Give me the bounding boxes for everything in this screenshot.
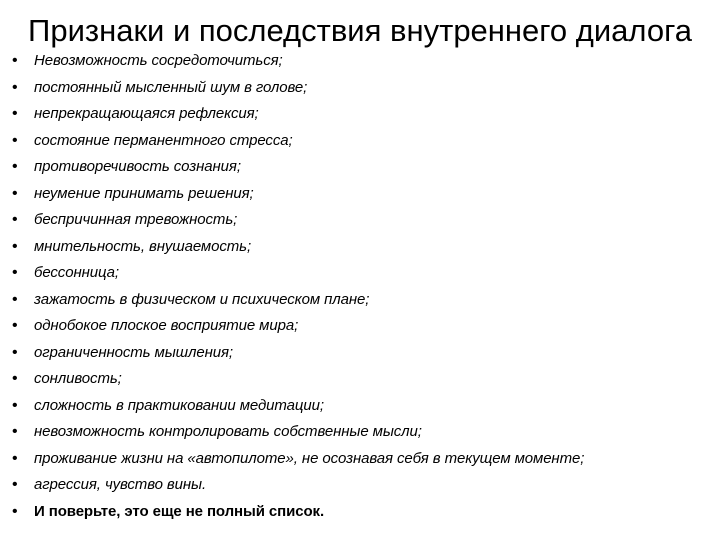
closing-line: И поверьте, это еще не полный список. — [34, 502, 325, 520]
bullet-icon: • — [12, 290, 18, 308]
list-item — [12, 366, 712, 393]
list-item — [12, 472, 712, 499]
list-item-text: проживание жизни на «автопилоте», не осознавая себя в текущем моменте; — [34, 449, 585, 467]
list-item — [12, 207, 712, 234]
list-item-text: неумение принимать решения; — [34, 184, 254, 202]
list-item — [12, 313, 712, 340]
list-item-text: беспричинная тревожность; — [34, 211, 238, 229]
list-item — [12, 48, 712, 75]
bullet-icon: • — [12, 211, 18, 229]
list-item-text: сложность в практиковании медитации; — [34, 396, 324, 414]
list-item-text: бессонница; — [34, 264, 119, 282]
list-item — [12, 101, 712, 128]
list-item — [12, 393, 712, 420]
list-item-text: мнительность, внушаемость; — [34, 237, 252, 255]
bullet-icon: • — [12, 423, 18, 441]
bullet-icon: • — [12, 264, 18, 282]
bullet-icon: • — [12, 502, 18, 520]
bullet-icon: • — [12, 476, 18, 494]
list-item — [12, 234, 712, 261]
bullet-icon: • — [12, 396, 18, 414]
list-item-text: Невозможность сосредоточиться; — [34, 52, 283, 70]
closing-item — [12, 499, 712, 526]
bullet-icon: • — [12, 184, 18, 202]
list-item-text: невозможность контролировать собственные мысли; — [34, 423, 422, 441]
bullet-icon: • — [12, 52, 18, 70]
list-item — [12, 128, 712, 155]
list-item — [12, 260, 712, 287]
bullet-list — [12, 48, 712, 525]
list-item-text: непрекращающаяся рефлексия; — [34, 105, 259, 123]
bullet-icon: • — [12, 370, 18, 388]
bullet-icon: • — [12, 105, 18, 123]
list-item-text: однобокое плоское восприятие мира; — [34, 317, 299, 335]
slide-title: Признаки и последствия внутреннего диалога — [28, 13, 692, 48]
list-item-text: противоречивость сознания; — [34, 158, 241, 176]
list-item-text: агрессия, чувство вины. — [34, 476, 207, 494]
list-item — [12, 446, 712, 473]
list-item-text: постоянный мысленный шум в голове; — [34, 78, 308, 96]
bullet-icon: • — [12, 343, 18, 361]
list-item-text: зажатость в физическом и психическом плане; — [34, 290, 370, 308]
list-item — [12, 75, 712, 102]
bullet-icon: • — [12, 237, 18, 255]
bullet-icon: • — [12, 78, 18, 96]
bullet-icon: • — [12, 317, 18, 335]
bullet-icon: • — [12, 131, 18, 149]
bullet-icon: • — [12, 158, 18, 176]
list-item — [12, 154, 712, 181]
list-item — [12, 287, 712, 314]
bullet-icon: • — [12, 449, 18, 467]
list-item-text: состояние перманентного стресса; — [34, 131, 293, 149]
list-item — [12, 340, 712, 367]
list-item-text: сонливость; — [34, 370, 122, 388]
list-item — [12, 419, 712, 446]
list-item-text: ограниченность мышления; — [34, 343, 233, 361]
list-item — [12, 181, 712, 208]
